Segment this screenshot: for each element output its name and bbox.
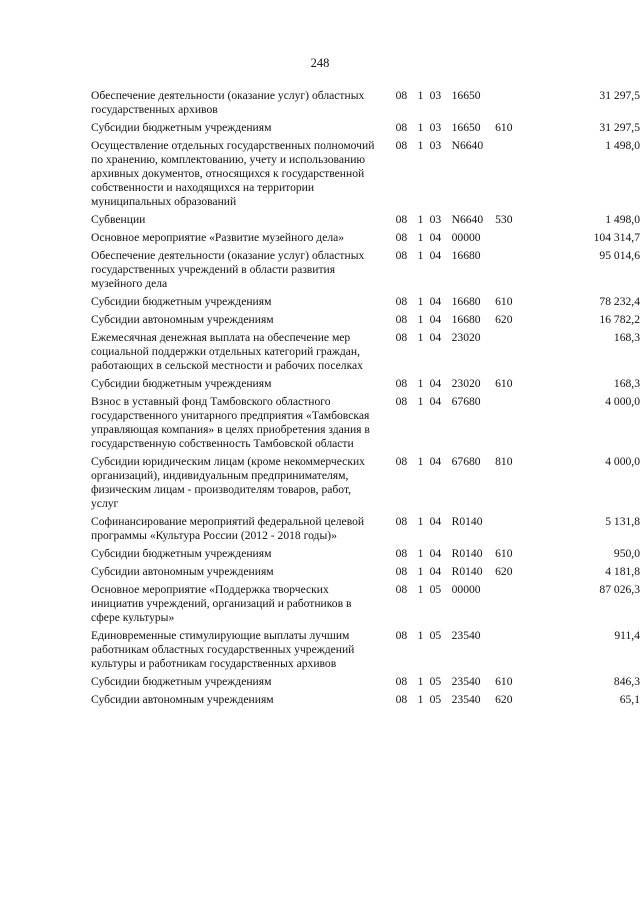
target-article-code (380, 565, 496, 583)
code-segment: 08 (395, 455, 408, 468)
code-segment: 03 (429, 89, 442, 102)
table-row (91, 231, 640, 249)
expense-name: Основное мероприятие «Развитие музейного дела» (91, 231, 345, 244)
target-article-code (380, 547, 496, 565)
expense-name: Единовременные стимулирующие выплаты лучшим работникам областных государственных учреждений культуры и работникам государственных архивов (91, 629, 355, 670)
expense-name: Субвенции (91, 213, 146, 226)
table-row (91, 395, 640, 455)
code-segment: 16680 (451, 313, 481, 326)
code-segment: 1 (417, 629, 424, 642)
expense-name: Обеспечение деятельности (оказание услуг) областных государственных архивов (91, 89, 365, 116)
code-segment: 1 (417, 565, 424, 578)
code-segment: 23020 (451, 331, 481, 344)
expense-type-code: 620 (495, 565, 513, 578)
expense-name: Субсидии бюджетным учреждениям (91, 295, 272, 308)
code-segment: 1 (417, 583, 424, 596)
code-segment: 04 (429, 547, 442, 560)
expense-type-code (495, 515, 534, 547)
expense-name: Субсидии бюджетным учреждениям (91, 377, 272, 390)
code-segment: 04 (429, 313, 442, 326)
expense-name: Субсидии бюджетным учреждениям (91, 121, 272, 134)
table-row (91, 675, 640, 693)
code-segment: 08 (395, 377, 408, 390)
code-segment: 04 (429, 331, 442, 344)
target-article-code (380, 455, 496, 515)
expense-type-code: 620 (495, 693, 513, 706)
amount-value: 168,3 (613, 377, 640, 390)
code-segment: 1 (417, 331, 424, 344)
table-row (91, 693, 640, 711)
table-row (91, 89, 640, 121)
code-segment: 23540 (451, 629, 481, 642)
target-article-code (380, 693, 496, 711)
table-row (91, 377, 640, 395)
code-segment: 08 (395, 313, 408, 326)
expense-type-code: 530 (495, 213, 513, 226)
code-segment: 04 (429, 249, 442, 262)
target-article-code (380, 231, 496, 249)
code-segment: 1 (417, 121, 424, 134)
code-segment: 08 (395, 547, 408, 560)
target-article-code (380, 121, 496, 139)
table-row (91, 583, 640, 629)
code-segment: 03 (429, 213, 442, 226)
code-segment: 04 (429, 565, 442, 578)
amount-value: 911,4 (614, 629, 640, 642)
table-row (91, 121, 640, 139)
expense-type-code (495, 395, 534, 455)
expense-type-code (495, 89, 534, 121)
target-article-code (380, 249, 496, 295)
expense-type-code (495, 231, 534, 249)
budget-table-body (91, 89, 640, 711)
amount-value: 65,1 (619, 693, 640, 706)
table-row (91, 139, 640, 213)
code-segment: 67680 (451, 395, 481, 408)
code-segment: 16650 (451, 89, 481, 102)
code-segment: 1 (417, 139, 424, 152)
expense-type-code: 620 (495, 313, 513, 326)
target-article-code (380, 213, 496, 231)
code-segment: 08 (395, 213, 408, 226)
expense-name: Взнос в уставный фонд Тамбовского областного государственного унитарного предприятия «Тамбовская управляющая компания» в целях приобретения здания в государственную собственность Тамбовской области (91, 395, 370, 450)
code-segment: 08 (395, 139, 408, 152)
page-number: 248 (310, 56, 330, 70)
table-row (91, 515, 640, 547)
target-article-code (380, 629, 496, 675)
expense-name: Субсидии автономным учреждениям (91, 565, 274, 578)
amount-value: 846,3 (613, 675, 640, 688)
expense-name: Осуществление отдельных государственных полномочий по хранению, комплектованию, учету и использованию архивных документов, относящихся к государственной собственности и находящихся на территории муниципальных образований (91, 139, 375, 208)
code-segment: 1 (417, 547, 424, 560)
expense-type-code (495, 331, 534, 377)
amount-value: 4 181,8 (605, 565, 640, 578)
expense-name: Субсидии бюджетным учреждениям (91, 675, 272, 688)
target-article-code (380, 295, 496, 313)
expense-name: Субсидии автономным учреждениям (91, 693, 274, 706)
code-segment: N6640 (451, 139, 484, 152)
code-segment: 08 (395, 565, 408, 578)
code-segment: 08 (395, 515, 408, 528)
expense-name: Основное мероприятие «Поддержка творческих инициатив учреждений, организаций и работников в сфере культуры» (91, 583, 352, 624)
target-article-code (380, 395, 496, 455)
amount-value: 31 297,5 (599, 121, 640, 134)
code-segment: 00000 (451, 231, 481, 244)
code-segment: 04 (429, 231, 442, 244)
code-segment: 16680 (451, 295, 481, 308)
amount-value: 31 297,5 (599, 89, 640, 102)
code-segment: 08 (395, 629, 408, 642)
expense-type-code: 610 (495, 121, 513, 134)
code-segment: 1 (417, 249, 424, 262)
expense-name: Субсидии бюджетным учреждениям (91, 547, 272, 560)
table-row (91, 313, 640, 331)
target-article-code (380, 515, 496, 547)
target-article-code (380, 675, 496, 693)
code-segment: 1 (417, 675, 424, 688)
target-article-code (380, 331, 496, 377)
target-article-code (380, 377, 496, 395)
code-segment: 1 (417, 231, 424, 244)
amount-value: 1 498,0 (605, 139, 640, 152)
expense-type-code: 610 (495, 547, 513, 560)
expense-type-code: 610 (495, 295, 513, 308)
code-segment: R0140 (451, 565, 483, 578)
amount-value: 950,0 (613, 547, 640, 560)
code-segment: 67680 (451, 455, 481, 468)
code-segment: 08 (395, 121, 408, 134)
code-segment: 1 (417, 693, 424, 706)
amount-value: 95 014,6 (599, 249, 640, 262)
code-segment: 08 (395, 331, 408, 344)
expense-type-code: 610 (495, 675, 513, 688)
amount-value: 87 026,3 (599, 583, 640, 596)
code-segment: 08 (395, 395, 408, 408)
amount-value: 104 314,7 (593, 231, 640, 244)
code-segment: 08 (395, 89, 408, 102)
code-segment: 04 (429, 377, 442, 390)
code-segment: 1 (417, 455, 424, 468)
code-segment: 05 (429, 583, 442, 596)
expense-type-code (495, 629, 534, 675)
code-segment: 08 (395, 249, 408, 262)
target-article-code (380, 139, 496, 213)
target-article-code (380, 313, 496, 331)
table-row (91, 455, 640, 515)
target-article-code (380, 583, 496, 629)
code-segment: 04 (429, 295, 442, 308)
code-segment: 08 (395, 693, 408, 706)
amount-value: 5 131,8 (605, 515, 640, 528)
code-segment: 1 (417, 295, 424, 308)
code-segment: 1 (417, 89, 424, 102)
expense-type-code: 610 (495, 377, 513, 390)
code-segment: 23020 (451, 377, 481, 390)
table-row (91, 213, 640, 231)
expense-type-code (495, 139, 534, 213)
code-segment: 16650 (451, 121, 481, 134)
expense-name: Ежемесячная денежная выплата на обеспечение мер социальной поддержки отдельных категорий граждан, работающих в сельской местности и рабочих поселках (91, 331, 363, 372)
code-segment: 08 (395, 231, 408, 244)
code-segment: N6640 (451, 213, 484, 226)
code-segment: R0140 (451, 547, 483, 560)
expense-name: Субсидии юридическим лицам (кроме некоммерческих организаций), индивидуальным предпринимателям, физическим лицам - производителям товаров, работ, услуг (91, 455, 365, 510)
code-segment: R0140 (451, 515, 483, 528)
amount-value: 1 498,0 (605, 213, 640, 226)
budget-table (91, 89, 640, 711)
code-segment: 05 (429, 629, 442, 642)
expense-name: Субсидии автономным учреждениям (91, 313, 274, 326)
amount-value: 4 000,0 (605, 455, 640, 468)
amount-value: 4 000,0 (605, 395, 640, 408)
code-segment: 23540 (451, 675, 481, 688)
code-segment: 1 (417, 213, 424, 226)
code-segment: 23540 (451, 693, 481, 706)
code-segment: 1 (417, 313, 424, 326)
code-segment: 08 (395, 295, 408, 308)
table-row (91, 249, 640, 295)
table-row (91, 331, 640, 377)
code-segment: 1 (417, 395, 424, 408)
code-segment: 04 (429, 455, 442, 468)
code-segment: 08 (395, 583, 408, 596)
code-segment: 03 (429, 139, 442, 152)
expense-type-code (495, 249, 534, 295)
amount-value: 168,3 (613, 331, 640, 344)
amount-value: 78 232,4 (599, 295, 640, 308)
code-segment: 1 (417, 515, 424, 528)
expense-type-code (495, 583, 534, 629)
code-segment: 04 (429, 395, 442, 408)
expense-name: Обеспечение деятельности (оказание услуг) областных государственных учреждений в области развития музейного дела (91, 249, 365, 290)
code-segment: 04 (429, 515, 442, 528)
code-segment: 00000 (451, 583, 481, 596)
code-segment: 08 (395, 675, 408, 688)
code-segment: 05 (429, 675, 442, 688)
table-row (91, 295, 640, 313)
expense-name: Софинансирование мероприятий федеральной целевой программы «Культура России (2012 - 2018 годы)» (91, 515, 365, 542)
code-segment: 1 (417, 377, 424, 390)
code-segment: 03 (429, 121, 442, 134)
code-segment: 16680 (451, 249, 481, 262)
target-article-code (380, 89, 496, 121)
table-row (91, 565, 640, 583)
code-segment: 05 (429, 693, 442, 706)
table-row (91, 547, 640, 565)
amount-value: 16 782,2 (599, 313, 640, 326)
expense-type-code: 810 (495, 455, 513, 468)
table-row (91, 629, 640, 675)
